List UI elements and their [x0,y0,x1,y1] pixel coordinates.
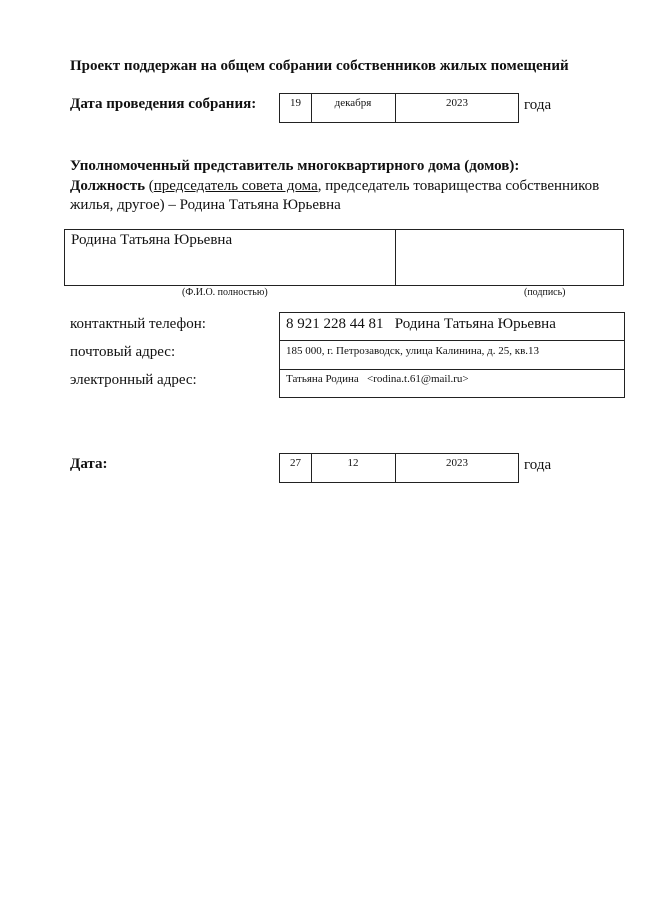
position-options: , председатель товарищества собственников [317,178,600,194]
position-line-2: жилья, другое) – Родина Татьяна Юрьевна [70,197,341,213]
email-label: электронный адрес: [70,372,197,388]
meeting-date-suffix: года [524,97,552,113]
fio-caption: (Ф.И.О. полностью) [182,287,268,298]
date-day-cell: 27 [290,457,301,469]
position-selected: председатель совета дома [153,178,318,194]
postal-label: почтовый адрес: [70,344,176,360]
date-suffix: года [524,457,552,473]
meeting-day-cell: 19 [290,97,301,109]
postal-value: 185 000, г. Петрозаводск, улица Калинина, д. 25, кв.13 [286,345,540,357]
full-name-value: Родина Татьяна Юрьевна [71,232,233,248]
date-table [279,453,519,483]
date-year-cell: 2023 [446,457,468,469]
name-signature-table [64,229,624,286]
phone-value: 8 921 228 44 81 Родина Татьяна Юрьевна [286,316,556,332]
contacts-table [279,312,625,398]
representative-title: Уполномоченный представитель многоквартирного дома (домов): [70,158,520,174]
position-label: Должность [70,178,146,194]
meeting-date-table [279,93,519,123]
position-line-1 [70,178,599,195]
document-heading: Проект поддержан на общем собрании собственников жилых помещений [70,58,569,74]
meeting-date-label: Дата проведения собрания: [70,96,257,112]
phone-label: контактный телефон: [70,316,206,332]
date-label: Дата: [70,456,108,472]
meeting-year-cell: 2023 [446,97,468,109]
signature-caption: (подпись) [524,287,566,298]
email-value: Татьяна Родина <rodina.t.61@mail.ru> [286,373,469,385]
date-month-cell: 12 [347,457,359,469]
meeting-month-cell: декабря [334,97,372,109]
position-open-paren: ( [145,178,154,194]
